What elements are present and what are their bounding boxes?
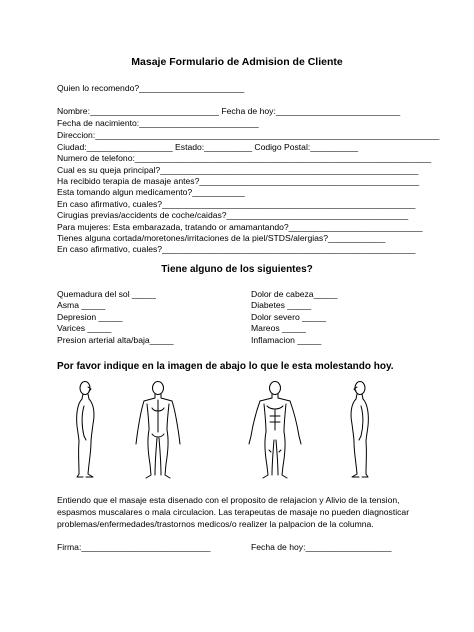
body-figure-side-left	[77, 382, 94, 478]
condition-severe-pain[interactable]: Dolor severo _____	[251, 312, 327, 322]
field-main-complaint[interactable]: Cual es su queja principal?______________________________________________________	[57, 165, 419, 175]
signature-date-field[interactable]: Fecha de hoy:__________________	[251, 542, 392, 552]
condition-headache[interactable]: Dolor de cabeza_____	[251, 289, 338, 299]
body-figure-back	[136, 382, 180, 479]
field-address[interactable]: Direccion:________________________________________________________________________	[57, 130, 440, 140]
field-city-state-zip[interactable]: Ciudad:__________________ Estado:__________ Codigo Postal:__________	[57, 142, 359, 152]
condition-inflammation[interactable]: Inflamacion _____	[251, 335, 322, 345]
field-referral[interactable]: Quien lo recomendo?______________________	[57, 83, 245, 93]
field-skin-allergies[interactable]: Tienes alguna cortada/moretones/irritaciones de la piel/STDS/alergias?____________	[57, 233, 386, 243]
field-birthdate[interactable]: Fecha de nacimiento:_________________________	[57, 118, 259, 128]
signature-field[interactable]: Firma:___________________________	[57, 542, 211, 552]
condition-varicose[interactable]: Varices _____	[57, 323, 112, 333]
condition-diabetes[interactable]: Diabetes _____	[251, 300, 312, 310]
field-prior-massage[interactable]: Ha recibido terapia de masaje antes?______________________________________________	[57, 176, 420, 186]
field-name-date[interactable]: Nombre:___________________________ Fecha de hoy:__________________________	[57, 106, 401, 116]
body-figure-side-right	[351, 382, 368, 478]
disclaimer-text: Entiendo que el masaje esta disenado con el proposito de relajacion y Alivio de la tension, espasmos muscalares o mala circulacion. Las terapeutas de masaje no pueden diagnosticar problemas/enfermedades/trastornos medicos/o realizer la palpacion de la columna.	[57, 495, 410, 529]
condition-dizziness[interactable]: Mareos _____	[251, 323, 306, 333]
body-figure-front	[249, 382, 301, 479]
field-medication-which[interactable]: En caso afirmativo, cuales?_____________________________________________________	[57, 199, 416, 209]
field-phone[interactable]: Numero de telefono:______________________________________________________________	[57, 153, 432, 163]
form-title: Masaje Formulario de Admision de Cliente	[131, 56, 343, 68]
field-skin-which[interactable]: En caso afirmativo, cuales?_____________________________________________________	[57, 244, 416, 254]
condition-blood-pressure[interactable]: Presion arterial alta/baja_____	[57, 335, 174, 345]
field-surgeries[interactable]: Cirugias previas/accidents de coche/caidas?______________________________________	[57, 210, 409, 220]
field-pregnancy[interactable]: Para mujeres: Esta embarazada, tratando or amamantando?____________________________	[57, 222, 423, 232]
condition-asthma[interactable]: Asma _____	[57, 300, 106, 310]
field-medication[interactable]: Esta tomando algun medicamento?___________	[57, 187, 245, 197]
body-map-figures[interactable]	[50, 380, 430, 480]
conditions-title: Tiene alguno de los siguientes?	[161, 264, 313, 275]
condition-depression[interactable]: Depresion _____	[57, 312, 123, 322]
condition-sunburn[interactable]: Quemadura del sol _____	[57, 289, 156, 299]
body-map-title: Por favor indique en la imagen de abajo lo que le esta molestando hoy.	[57, 361, 394, 372]
